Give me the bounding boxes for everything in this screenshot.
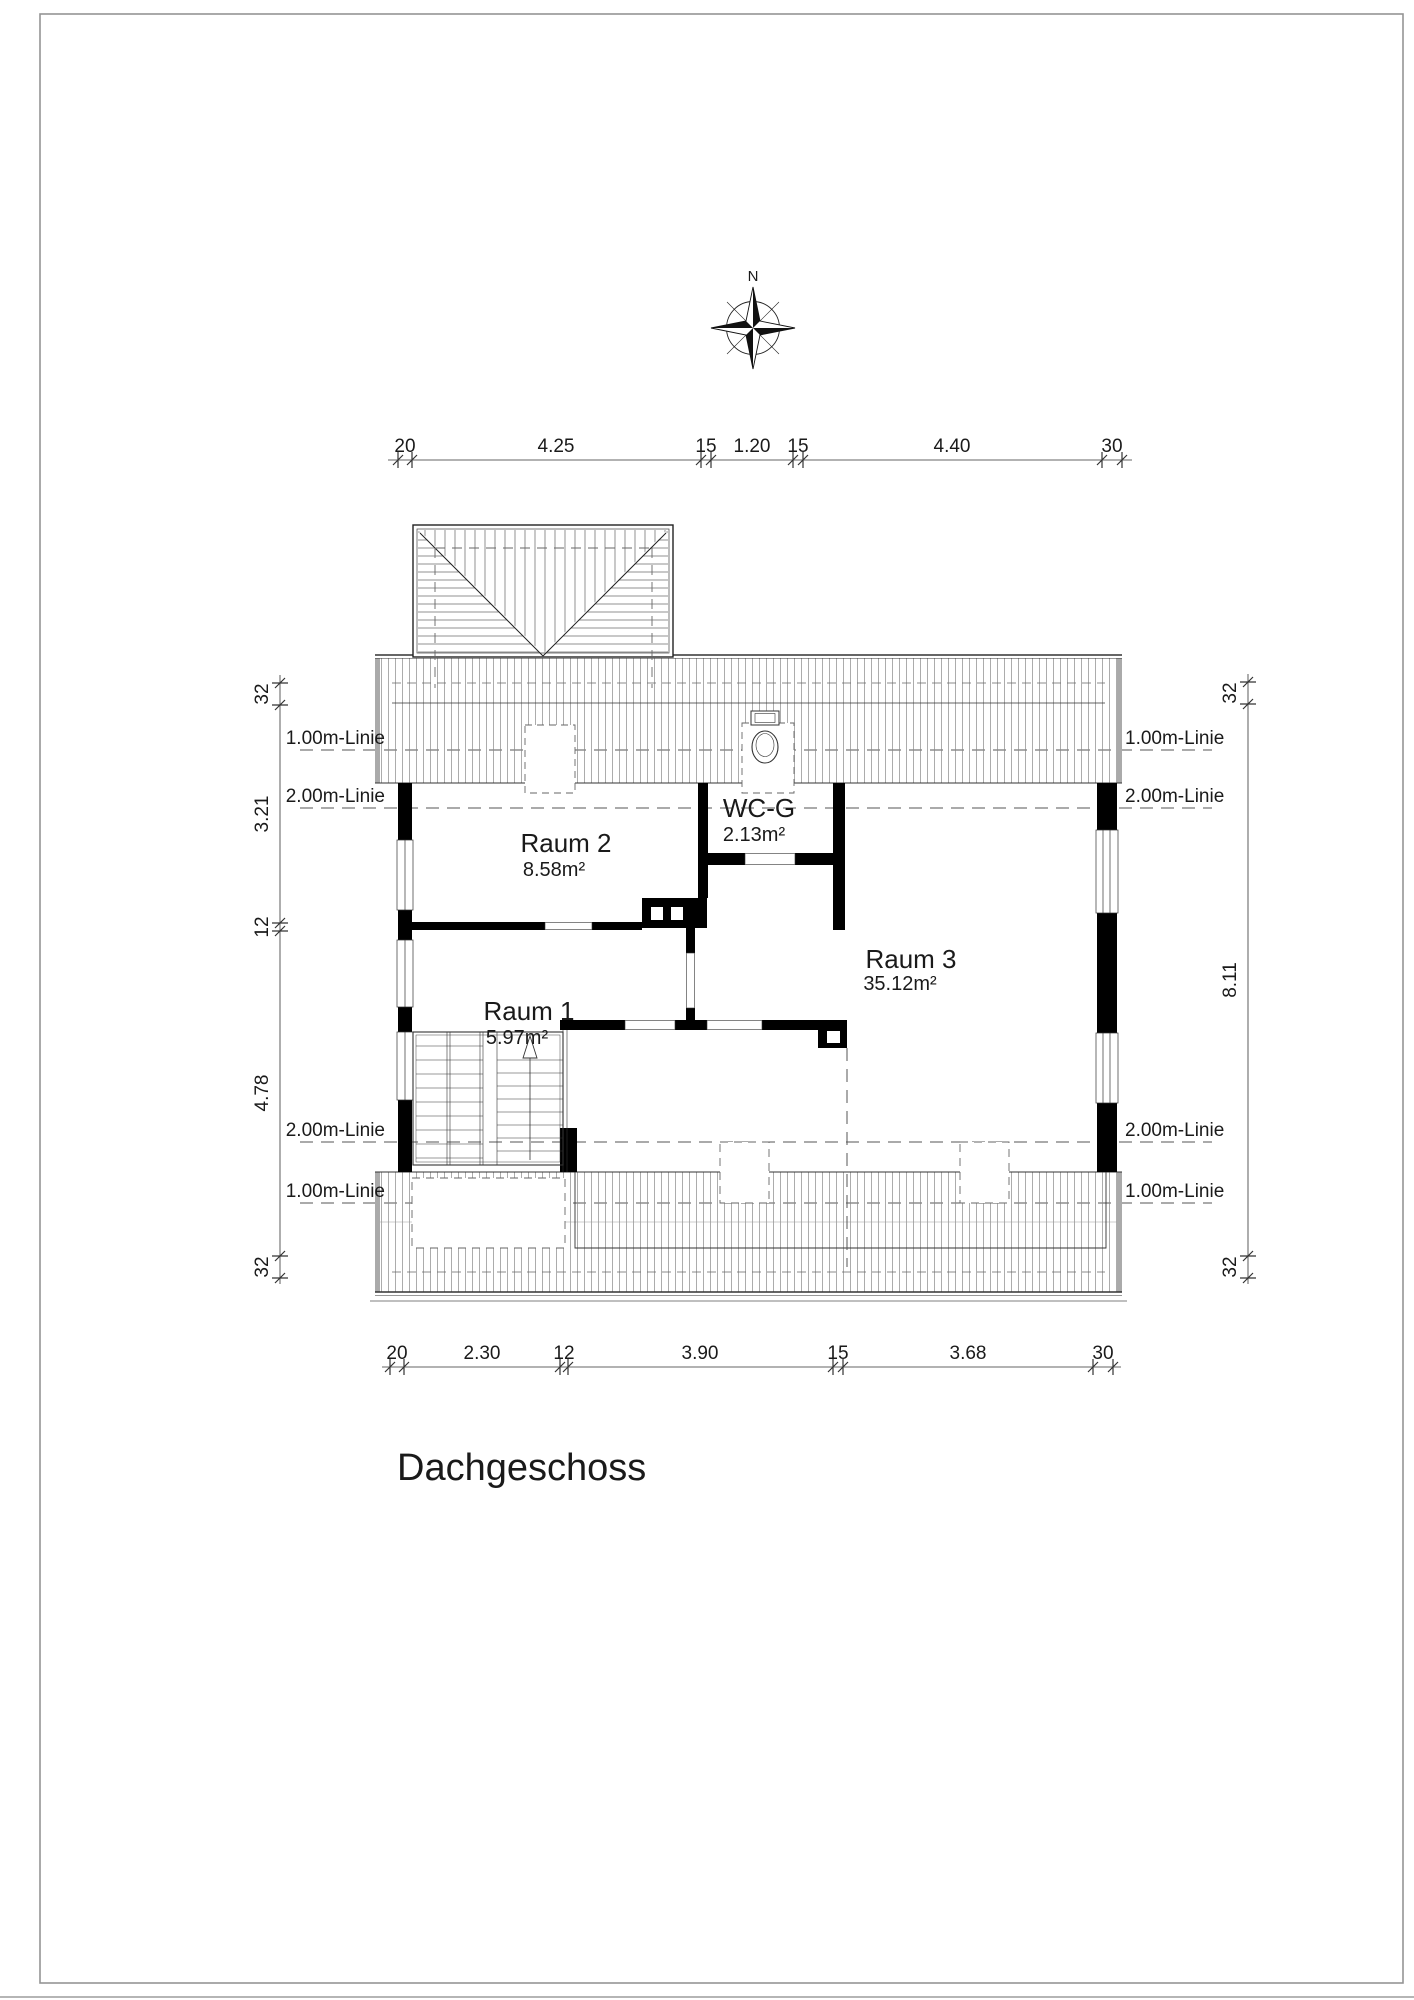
height-line-label: 1.00m-Linie bbox=[285, 1181, 385, 1202]
dim-label: 15 bbox=[827, 1343, 849, 1364]
staircase bbox=[413, 1030, 567, 1172]
room-name-raum2: Raum 2 bbox=[520, 828, 612, 858]
height-line-label: 1.00m-Linie bbox=[1125, 1181, 1225, 1202]
room-area-raum1: 5.97m² bbox=[485, 1027, 549, 1049]
window-left-1 bbox=[397, 840, 413, 910]
height-line-label: 1.00m-Linie bbox=[285, 728, 385, 749]
wall-raum1-raum3-bottom bbox=[686, 1008, 695, 1020]
roof-window-dashed-top bbox=[525, 725, 575, 793]
window-right-2 bbox=[1096, 1033, 1118, 1103]
dimension-chain-left bbox=[252, 675, 288, 1284]
dim-label: 30 bbox=[1092, 1343, 1114, 1364]
dim-label: 32 bbox=[1220, 682, 1241, 704]
toilet-icon bbox=[751, 711, 779, 763]
room-labels bbox=[483, 793, 956, 1049]
opening-corridor-1 bbox=[625, 1021, 675, 1030]
dim-label: 2.30 bbox=[463, 1343, 501, 1364]
dim-label: 15 bbox=[787, 436, 809, 457]
dim-label: 3.90 bbox=[681, 1343, 719, 1364]
dim-label: 30 bbox=[1101, 436, 1123, 457]
height-line-label: 2.00m-Linie bbox=[285, 786, 385, 807]
room-area-raum2: 8.58m² bbox=[522, 859, 586, 881]
dim-label: 3.68 bbox=[949, 1343, 987, 1364]
wall-wc-right bbox=[833, 783, 845, 930]
dimension-chain-bottom bbox=[382, 1343, 1121, 1375]
roof-window-dashed-right bbox=[960, 1142, 1009, 1203]
compass-north-label: N bbox=[747, 268, 759, 285]
window-right-1 bbox=[1096, 830, 1118, 913]
wall-wc-left bbox=[698, 783, 708, 898]
opening-corridor-2 bbox=[707, 1021, 762, 1030]
dim-label: 15 bbox=[695, 436, 717, 457]
roof-band-bottom bbox=[370, 1142, 1127, 1301]
room-name-raum1: Raum 1 bbox=[483, 996, 575, 1026]
height-line-label: 1.00m-Linie bbox=[1125, 728, 1225, 749]
dim-label: 4.78 bbox=[252, 1074, 273, 1112]
dim-label: 20 bbox=[394, 436, 416, 457]
dim-label: 4.25 bbox=[537, 436, 575, 457]
compass-rose-icon bbox=[711, 268, 795, 369]
dimension-chain-top bbox=[388, 436, 1132, 468]
room-area-wc: 2.13m² bbox=[722, 824, 786, 846]
dim-label: 20 bbox=[386, 1343, 408, 1364]
dim-label: 32 bbox=[1220, 1256, 1241, 1278]
window-left-3 bbox=[397, 1032, 413, 1100]
room-area-raum3: 35.12m² bbox=[863, 973, 937, 995]
dim-label: 1.20 bbox=[733, 436, 771, 457]
roof-window-dashed-mid bbox=[720, 1142, 769, 1203]
room-name-raum3: Raum 3 bbox=[865, 944, 957, 974]
window-left-2 bbox=[397, 940, 413, 1007]
wall-wc-bottom-right bbox=[795, 853, 833, 865]
door-raum2 bbox=[545, 923, 592, 930]
dim-label: 8.11 bbox=[1220, 962, 1241, 998]
room-name-wc: WC-G bbox=[722, 793, 796, 823]
dim-label: 32 bbox=[252, 1256, 273, 1278]
height-line-labels-left bbox=[286, 728, 385, 1202]
roof-window-dashed-left bbox=[412, 1178, 565, 1248]
dim-label: 4.40 bbox=[933, 436, 971, 457]
wall-corridor-3 bbox=[762, 1020, 847, 1030]
wall-wc-bottom-left bbox=[708, 853, 745, 865]
wall-raum2-raum1-right bbox=[592, 922, 642, 930]
height-line-label: 2.00m-Linie bbox=[1125, 786, 1225, 807]
height-line-label: 2.00m-Linie bbox=[285, 1120, 385, 1141]
dim-label: 12 bbox=[252, 916, 273, 938]
drawing-title: Dachgeschoss bbox=[397, 1447, 647, 1489]
dim-label: 12 bbox=[553, 1343, 575, 1364]
dim-label: 32 bbox=[252, 683, 273, 705]
door-raum1 bbox=[687, 953, 695, 1008]
wall-raum1-raum3-top bbox=[686, 928, 695, 953]
height-line-label: 2.00m-Linie bbox=[1125, 1120, 1225, 1141]
exterior-windows bbox=[397, 830, 1118, 1103]
page-frame bbox=[0, 14, 1414, 1997]
wall-raum2-raum1-left bbox=[412, 922, 545, 930]
door-wc bbox=[745, 854, 795, 865]
dim-label: 3.21 bbox=[252, 795, 273, 833]
height-line-labels-right bbox=[1125, 728, 1224, 1202]
dimension-chain-right bbox=[1220, 674, 1256, 1284]
wall-corridor-2 bbox=[675, 1020, 707, 1030]
